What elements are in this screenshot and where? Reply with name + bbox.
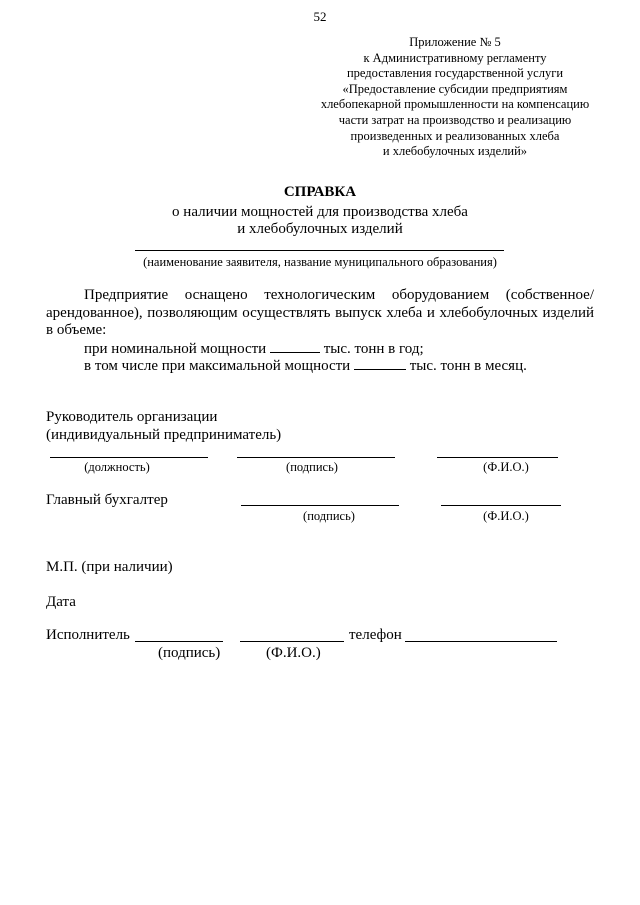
appendix-line: произведенных и реализованных хлеба bbox=[350, 128, 560, 143]
appendix-line: «Предоставление субсидии предприятиям bbox=[342, 81, 568, 96]
accountant-name-caption: (Ф.И.О.) bbox=[483, 509, 529, 523]
body-paragraph: Предприятие оснащено технологическим оборудованием (собственное/ арендованное), позволяющим осуществлять выпуск хлеба и хлебобулочных изделий в объеме: bbox=[46, 287, 594, 338]
head-position-field[interactable] bbox=[50, 457, 208, 458]
nominal-capacity-unit: тыс. тонн в год; bbox=[323, 341, 424, 357]
executor-name-field[interactable] bbox=[240, 641, 344, 642]
executor-signature-caption: (подпись) bbox=[158, 645, 221, 661]
appendix-header bbox=[300, 35, 610, 160]
date-label: Дата bbox=[46, 594, 76, 610]
subtitle-line: и хлебобулочных изделий bbox=[237, 221, 403, 237]
nominal-capacity-field[interactable] bbox=[270, 340, 320, 353]
appendix-line: хлебопекарной промышленности на компенсацию bbox=[320, 97, 590, 112]
executor-name-caption: (Ф.И.О.) bbox=[266, 645, 321, 661]
executor-signature-field[interactable] bbox=[135, 641, 223, 642]
page-number: 52 bbox=[313, 9, 327, 24]
executor-phone-label: телефон bbox=[349, 627, 402, 643]
stamp-label: М.П. (при наличии) bbox=[46, 559, 173, 575]
document-subtitle bbox=[0, 204, 640, 238]
applicant-name-field[interactable] bbox=[135, 250, 504, 251]
accountant-signature-caption: (подпись) bbox=[303, 509, 355, 523]
head-label-line2: (индивидуальный предприниматель) bbox=[46, 427, 282, 443]
appendix-line: к Административному регламенту bbox=[363, 50, 547, 65]
document-title: СПРАВКА bbox=[283, 184, 357, 200]
max-capacity-field[interactable] bbox=[354, 357, 406, 370]
head-position-caption: (должность) bbox=[84, 460, 150, 474]
subtitle-line: о наличии мощностей для производства хлеба bbox=[172, 204, 468, 220]
applicant-caption: (наименование заявителя, название муниципального образования) bbox=[143, 255, 497, 269]
accountant-name-field[interactable] bbox=[441, 505, 561, 506]
max-capacity-label: в том числе при максимальной мощности bbox=[84, 358, 351, 374]
appendix-line: предоставления государственной услуги bbox=[346, 66, 564, 81]
accountant-signature-field[interactable] bbox=[241, 505, 399, 506]
max-capacity-line bbox=[84, 357, 527, 375]
head-signature-field[interactable] bbox=[237, 457, 395, 458]
appendix-line: Приложение № 5 bbox=[409, 35, 501, 49]
head-name-field[interactable] bbox=[437, 457, 558, 458]
head-name-caption: (Ф.И.О.) bbox=[483, 460, 529, 474]
accountant-label: Главный бухгалтер bbox=[46, 492, 168, 508]
executor-phone-field[interactable] bbox=[405, 641, 557, 642]
appendix-line: и хлебобулочных изделий» bbox=[382, 144, 528, 159]
max-capacity-unit: тыс. тонн в месяц. bbox=[409, 358, 527, 374]
nominal-capacity-line bbox=[84, 340, 424, 358]
nominal-capacity-label: при номинальной мощности bbox=[84, 341, 267, 357]
appendix-line: части затрат на производство и реализацию bbox=[338, 112, 572, 127]
head-label-line1: Руководитель организации bbox=[46, 409, 218, 425]
head-signature-caption: (подпись) bbox=[286, 460, 338, 474]
executor-label: Исполнитель bbox=[46, 627, 130, 643]
